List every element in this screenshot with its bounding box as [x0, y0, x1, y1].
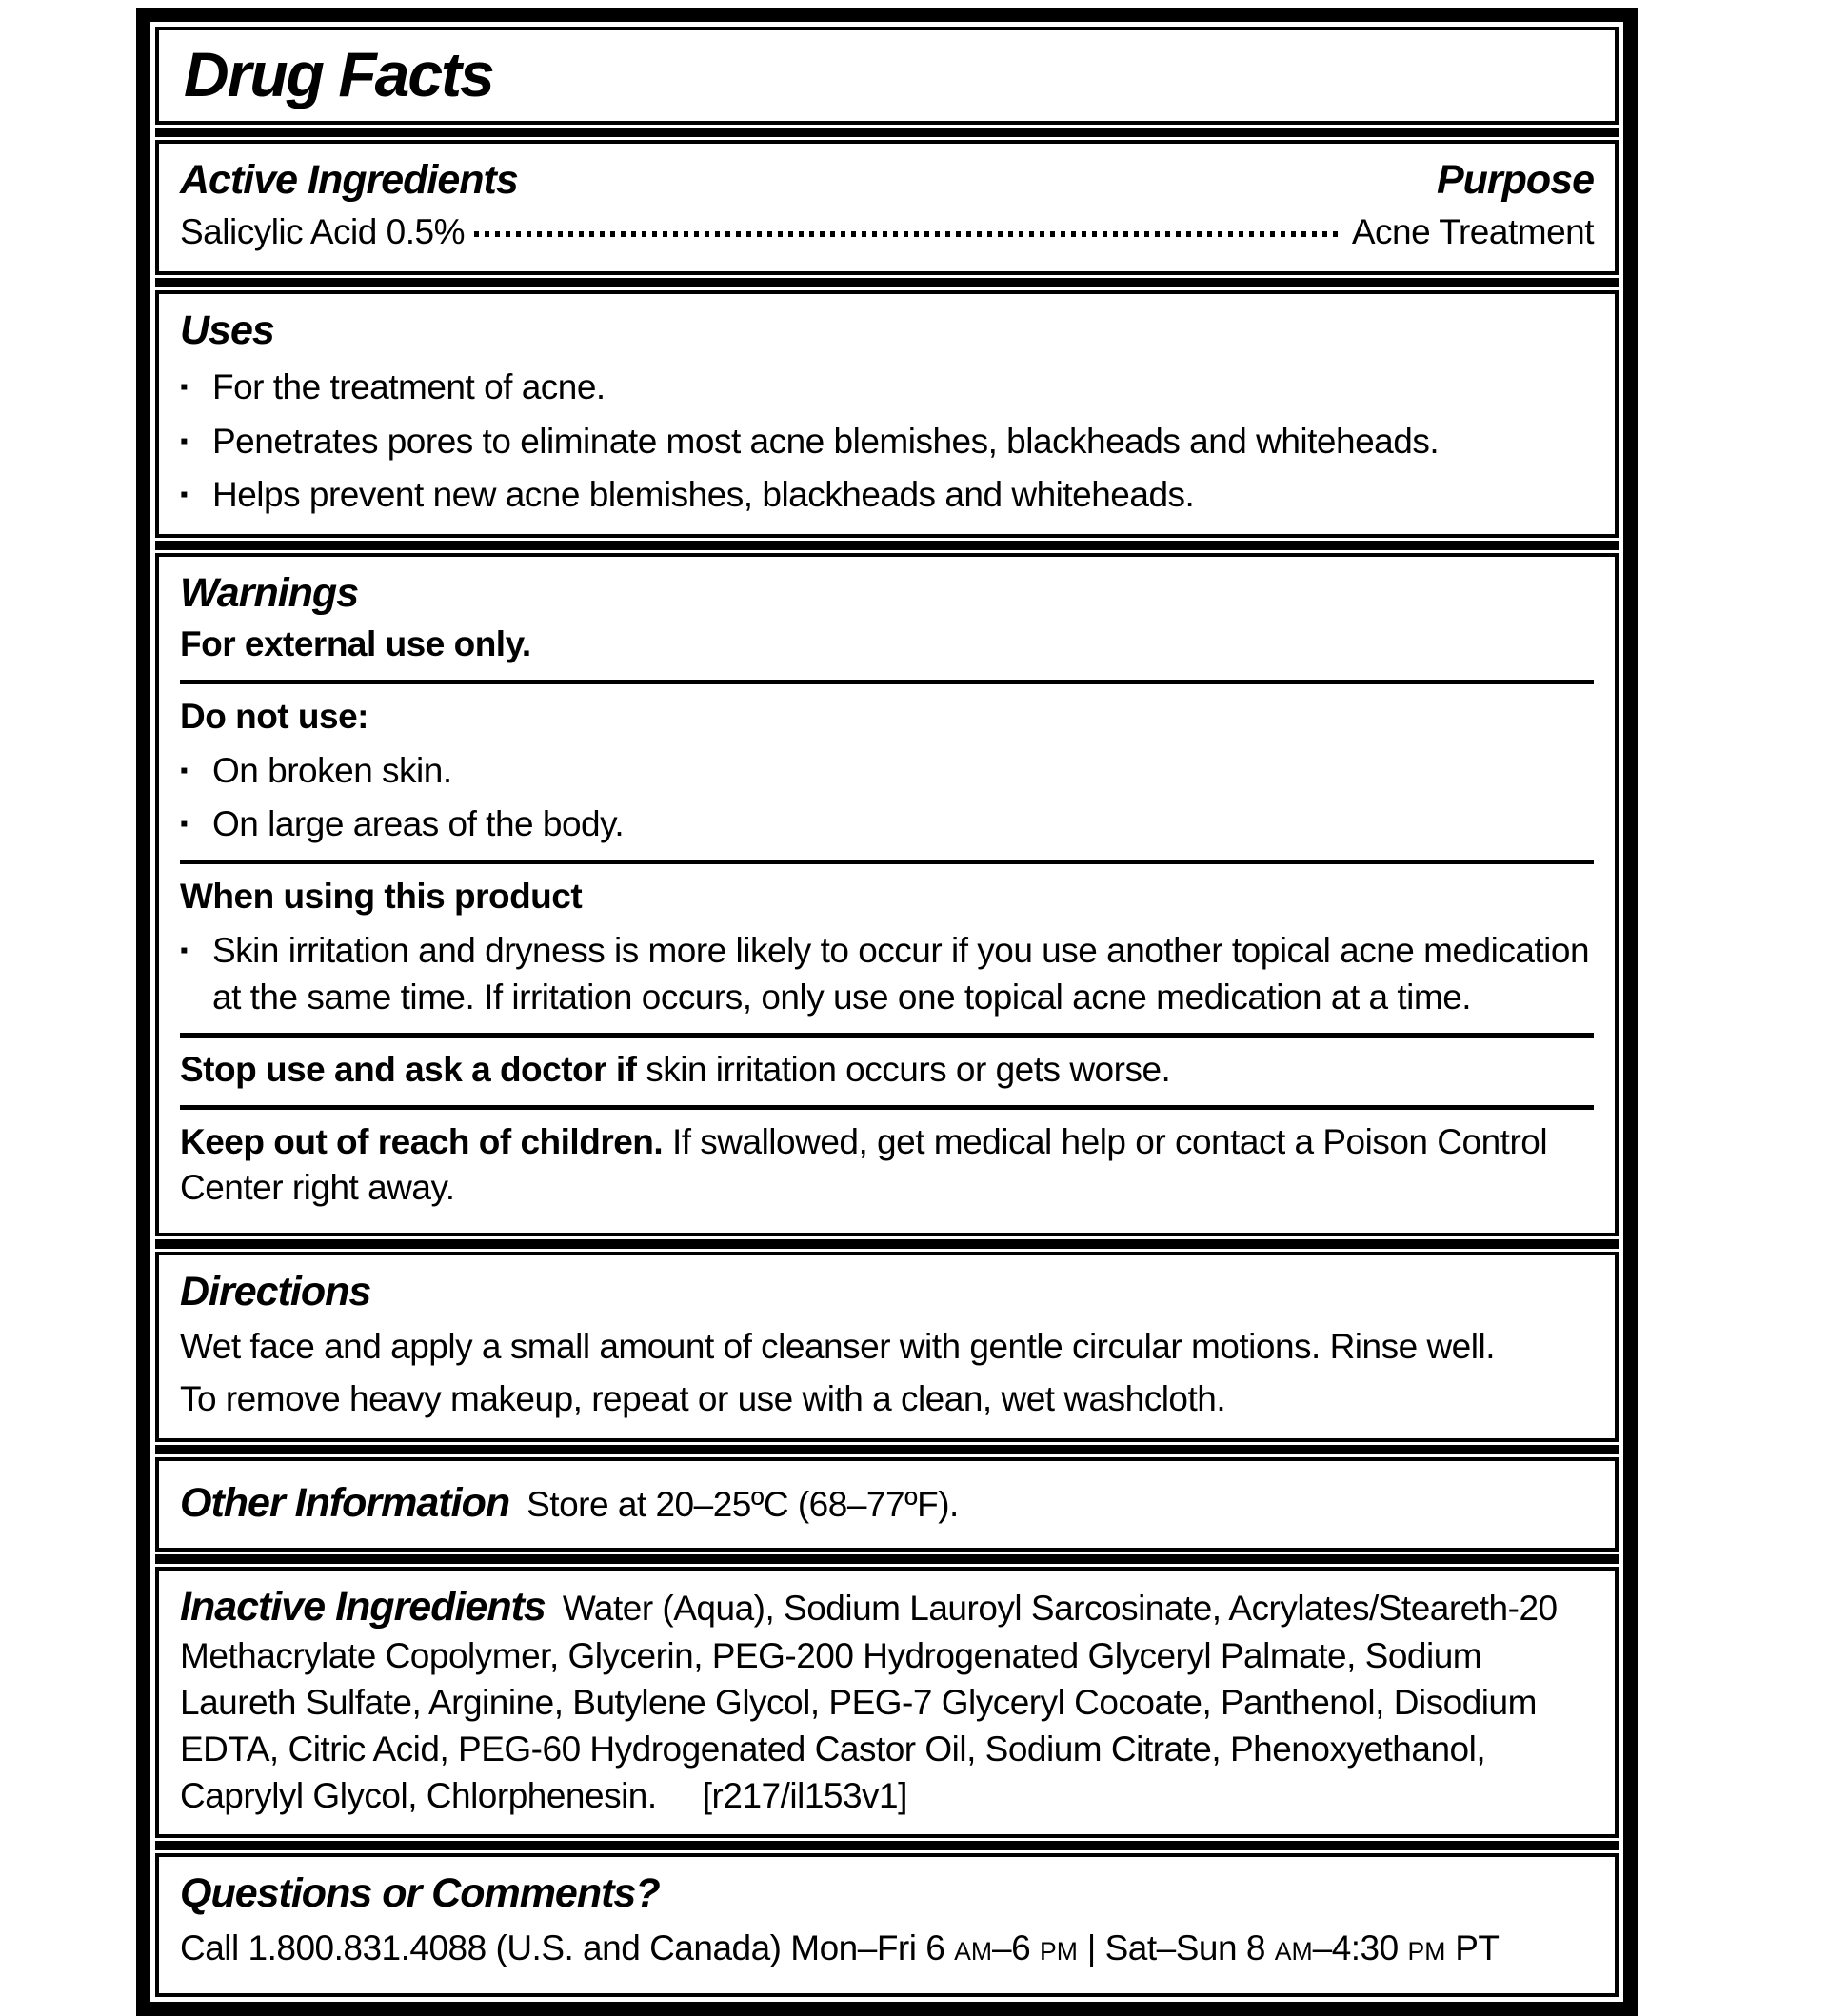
uses-bullet-item	[180, 365, 1594, 411]
keep-out-statement	[180, 1119, 1594, 1213]
other-information-heading: Other Information	[180, 1479, 510, 1526]
active-ingredient-row	[180, 208, 1594, 256]
keep-out-lead: Keep out of reach of children.	[180, 1121, 672, 1161]
keep-out-text: If swallowed, get medical help or contact a Poison Control Center right away.	[180, 1121, 1548, 1208]
section-divider	[155, 1841, 1619, 1850]
directions-line: To remove heavy makeup, repeat or use with a clean, wet washcloth.	[180, 1378, 1226, 1418]
stop-use-lead: Stop use and ask a doctor if	[180, 1049, 646, 1089]
section-active-ingredients	[155, 140, 1619, 275]
bullet-square-icon: ▪	[180, 427, 189, 454]
stop-use-subsection	[180, 1033, 1594, 1105]
drug-facts-label	[136, 8, 1638, 2016]
bullet-square-icon: ▪	[180, 811, 189, 838]
active-ingredients-header-row	[180, 155, 1594, 207]
when-using-bullet-item	[180, 928, 1594, 1021]
do-not-use-bullet-text: On large areas of the body.	[212, 804, 625, 844]
warnings-heading: Warnings	[180, 570, 359, 617]
section-divider	[155, 278, 1619, 287]
uses-heading: Uses	[180, 306, 274, 353]
section-divider	[155, 541, 1619, 550]
purpose-heading: Purpose	[1436, 157, 1594, 204]
section-questions	[155, 1853, 1619, 1997]
section-divider	[155, 1554, 1619, 1564]
do-not-use-bullet-item	[180, 748, 1594, 795]
do-not-use-bullet-text: On broken skin.	[212, 750, 452, 790]
active-ingredients-heading: Active Ingredients	[180, 157, 518, 204]
contact-phone-line: Call 1.800.831.4088 (U.S. and Canada) Mon–Fri 6 AM–6 PM | Sat–Sun 8 AM–4:30 PM PT	[180, 1928, 1500, 1968]
page-title: Drug Facts	[184, 39, 493, 109]
revision-code: [r217/il153v1]	[702, 1775, 907, 1815]
section-uses	[155, 290, 1619, 538]
section-warnings	[155, 553, 1619, 1236]
stop-use-statement	[180, 1047, 1594, 1094]
questions-heading: Questions or Comments?	[180, 1870, 660, 1917]
keep-out-subsection	[180, 1105, 1594, 1228]
when-using-lead: When using this product	[180, 877, 583, 917]
directions-line: Wet face and apply a small amount of cleanser with gentle circular motions. Rinse well.	[180, 1327, 1495, 1366]
section-directions	[155, 1252, 1619, 1441]
do-not-use-bullet-item	[180, 801, 1594, 848]
when-using-subsection	[180, 860, 1594, 1032]
inactive-ingredients-text: Water (Aqua), Sodium Lauroyl Sarcosinate, Acrylates/Steareth-20 Methacrylate Copolymer, Glycerin, PEG-200 Hydrogenated Glyceryl Palmate, Sodium Laureth Sulfate, Arginine, Butylene Glycol, PEG-7 Glyceryl Cocoate, Panthenol, Disodium EDTA, Citric Acid, PEG-60 Hydrogenated Castor Oil, Sodium Citrate, Phenoxyethanol, Caprylyl Glycol, Chlorphenesin.	[180, 1589, 1558, 1815]
bullet-square-icon: ▪	[180, 373, 189, 400]
section-other-information	[155, 1457, 1619, 1552]
section-inactive-ingredients	[155, 1567, 1619, 1838]
dotted-leader	[474, 231, 1342, 237]
do-not-use-subsection	[180, 680, 1594, 860]
section-divider	[155, 128, 1619, 137]
inactive-ingredients-heading: Inactive Ingredients	[180, 1584, 546, 1631]
uses-bullet-item	[180, 419, 1594, 465]
section-divider	[155, 1239, 1619, 1249]
bullet-square-icon: ▪	[180, 938, 189, 964]
active-ingredient-name: Salicylic Acid 0.5%	[180, 212, 465, 252]
uses-bullet-text: For the treatment of acne.	[212, 366, 606, 406]
active-ingredient-purpose: Acne Treatment	[1351, 212, 1594, 252]
do-not-use-lead: Do not use:	[180, 696, 368, 736]
bullet-square-icon: ▪	[180, 757, 189, 783]
section-title	[155, 27, 1619, 125]
warnings-intro	[180, 568, 1594, 680]
stop-use-text: skin irritation occurs or gets worse.	[646, 1049, 1171, 1089]
other-information-text: Store at 20–25ºC (68–77ºF).	[527, 1484, 959, 1524]
inactive-ingredients-paragraph	[180, 1582, 1594, 1819]
when-using-bullet-text: Skin irritation and dryness is more likely to occur if you use another topical acne medication at the same time. If irritation occurs, only use one topical acne medication at a time.	[212, 931, 1590, 1017]
uses-bullet-text: Penetrates pores to eliminate most acne blemishes, blackheads and whiteheads.	[212, 421, 1440, 461]
uses-bullet-text: Helps prevent new acne blemishes, blackheads and whiteheads.	[212, 475, 1195, 515]
external-use-statement: For external use only.	[180, 623, 531, 663]
uses-bullet-item	[180, 472, 1594, 519]
section-divider	[155, 1445, 1619, 1454]
bullet-square-icon: ▪	[180, 482, 189, 508]
directions-heading: Directions	[180, 1269, 371, 1315]
